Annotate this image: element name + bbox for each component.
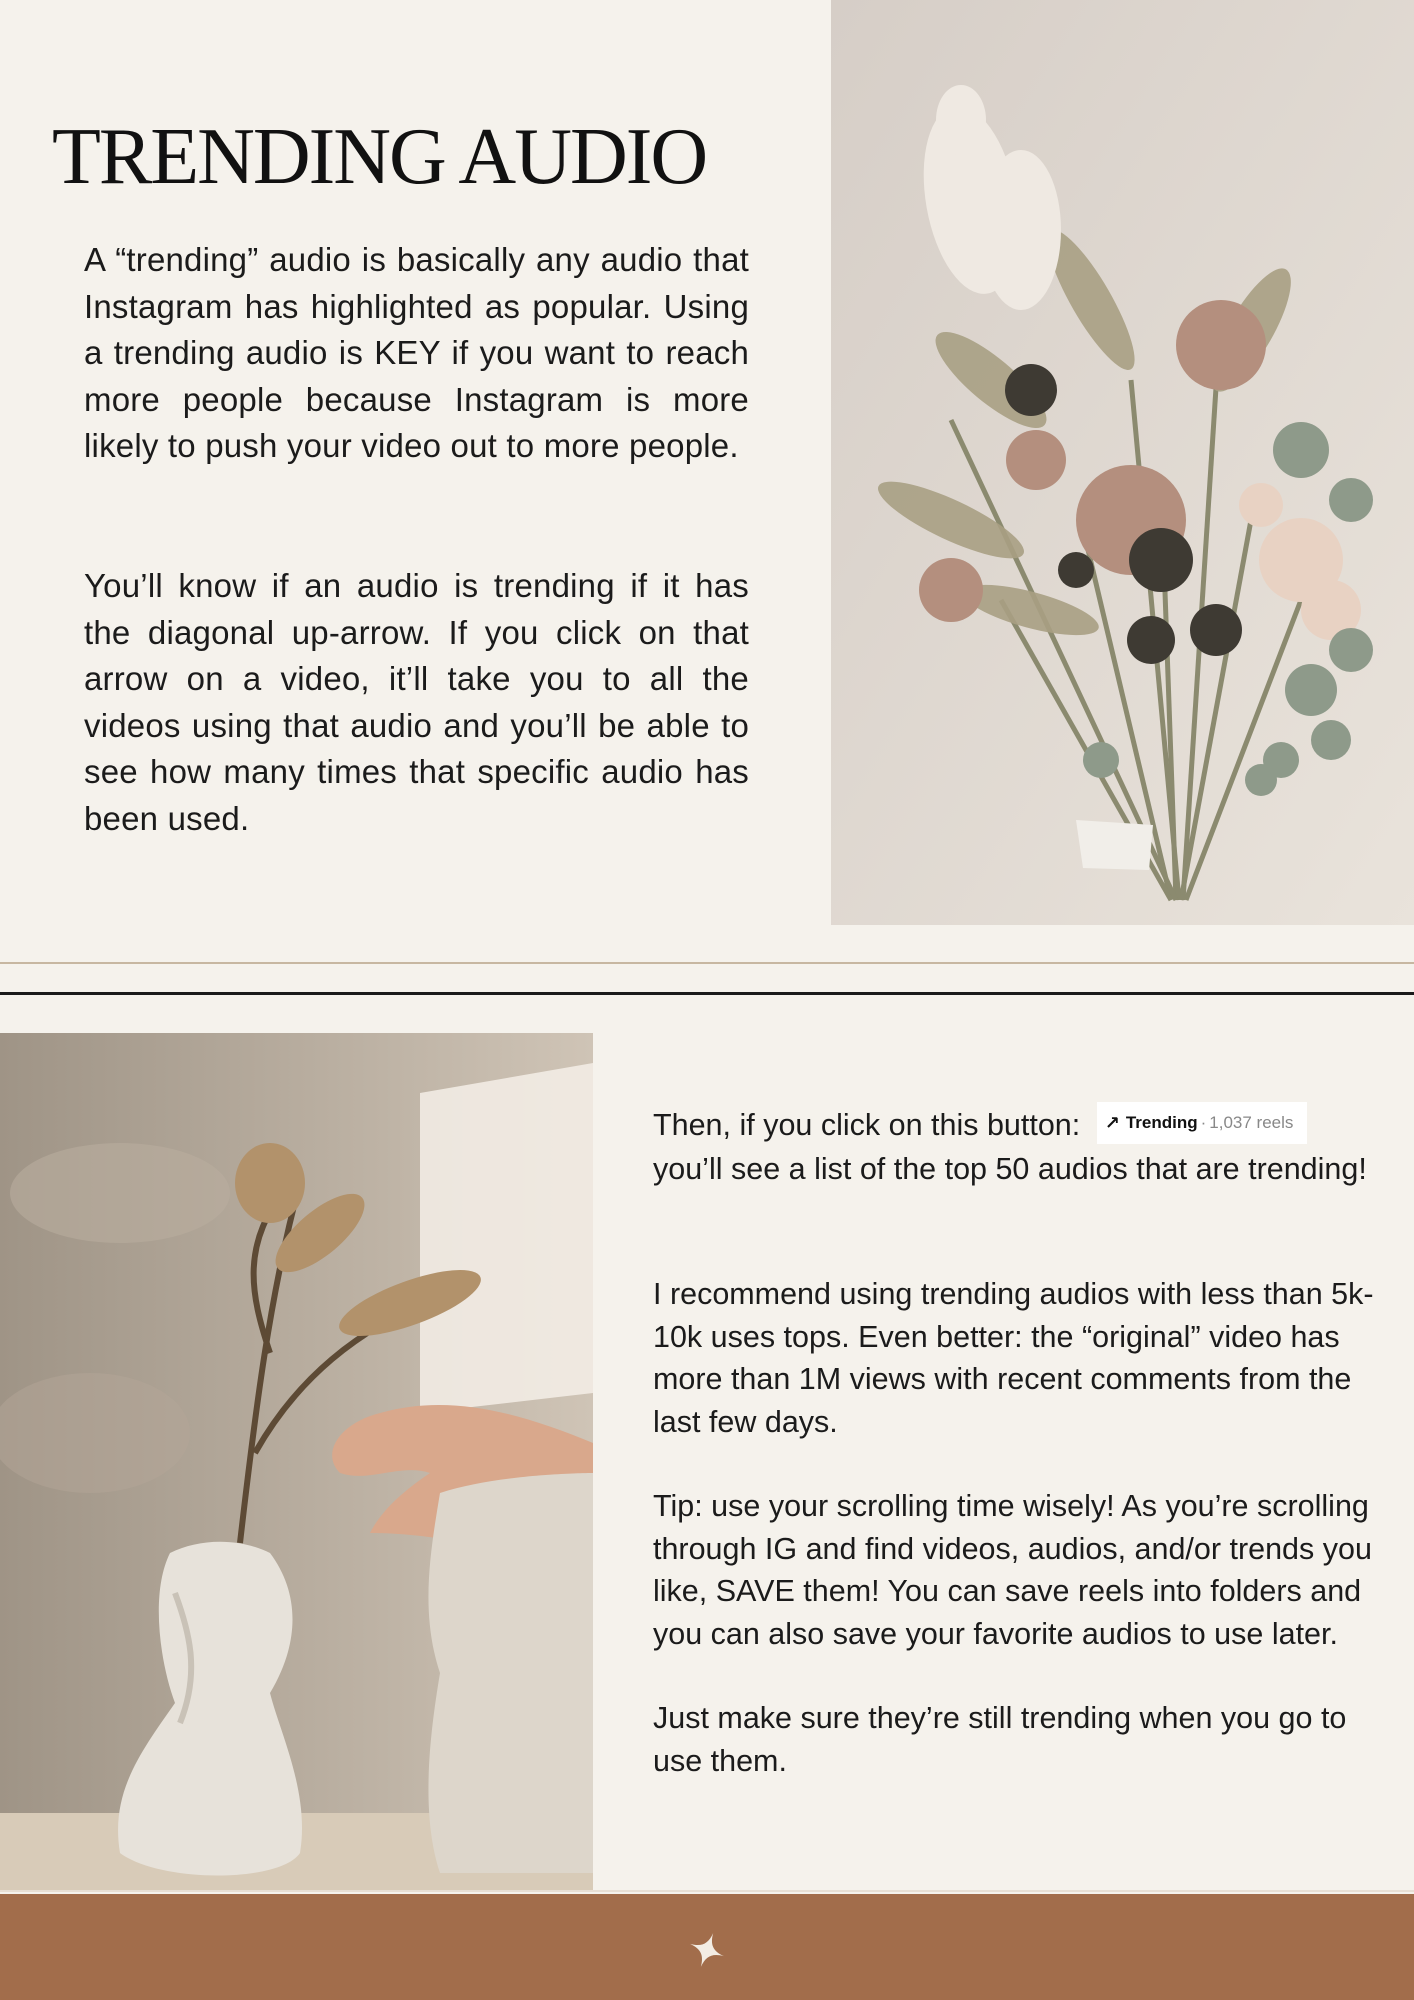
page-title: TRENDING AUDIO: [52, 113, 707, 201]
closing-paragraph: Just make sure they’re still trending when you go to use them.: [653, 1701, 1347, 1778]
trending-button-example: [1097, 1102, 1308, 1144]
trending-arrow-icon: ↗: [1104, 1112, 1120, 1133]
intro-paragraph-2: You’ll know if an audio is trending if it has the diagonal up-arrow. If you click on that arrow on a video, it’ll take you to all the videos using that audio and you’ll be able to see how many times that specific audio has been used.: [84, 567, 749, 837]
trending-button-separator: ·: [1200, 1112, 1207, 1132]
vase-and-hand-photo: [0, 1033, 593, 1890]
sparkle-icon: [687, 1930, 727, 1970]
button-instructions: [653, 1104, 1388, 1190]
button-after-text: you’ll see a list of the top 50 audios that are trending!: [653, 1151, 1367, 1186]
section-divider-dark: [0, 992, 1414, 995]
trending-button-label: Trending: [1125, 1112, 1198, 1132]
dried-flower-bouquet-photo: [831, 0, 1414, 925]
tip-paragraph: Tip: use your scrolling time wisely! As you’re scrolling through IG and find videos, audios, and/or trends you like, SAVE them! You can save reels into folders and you can also save your favorite audios to use later.: [653, 1489, 1372, 1651]
footer-divider: [0, 1890, 1414, 1892]
button-lead-text: Then, if you click on this button:: [653, 1108, 1081, 1142]
section-divider-tan: [0, 962, 1414, 964]
trending-reels-count: 1,037 reels: [1209, 1112, 1294, 1132]
recommendation-paragraph: I recommend using trending audios with less than 5k- 10k uses tops. Even better: the “original” video has more than 1M views with recent comments from the last few days.: [653, 1277, 1374, 1439]
intro-paragraph-1: A “trending” audio is basically any audio that Instagram has highlighted as popular. Using a trending audio is KEY if you want to reach more people because Instagram is more likely to push your video out to more people.: [84, 241, 749, 464]
